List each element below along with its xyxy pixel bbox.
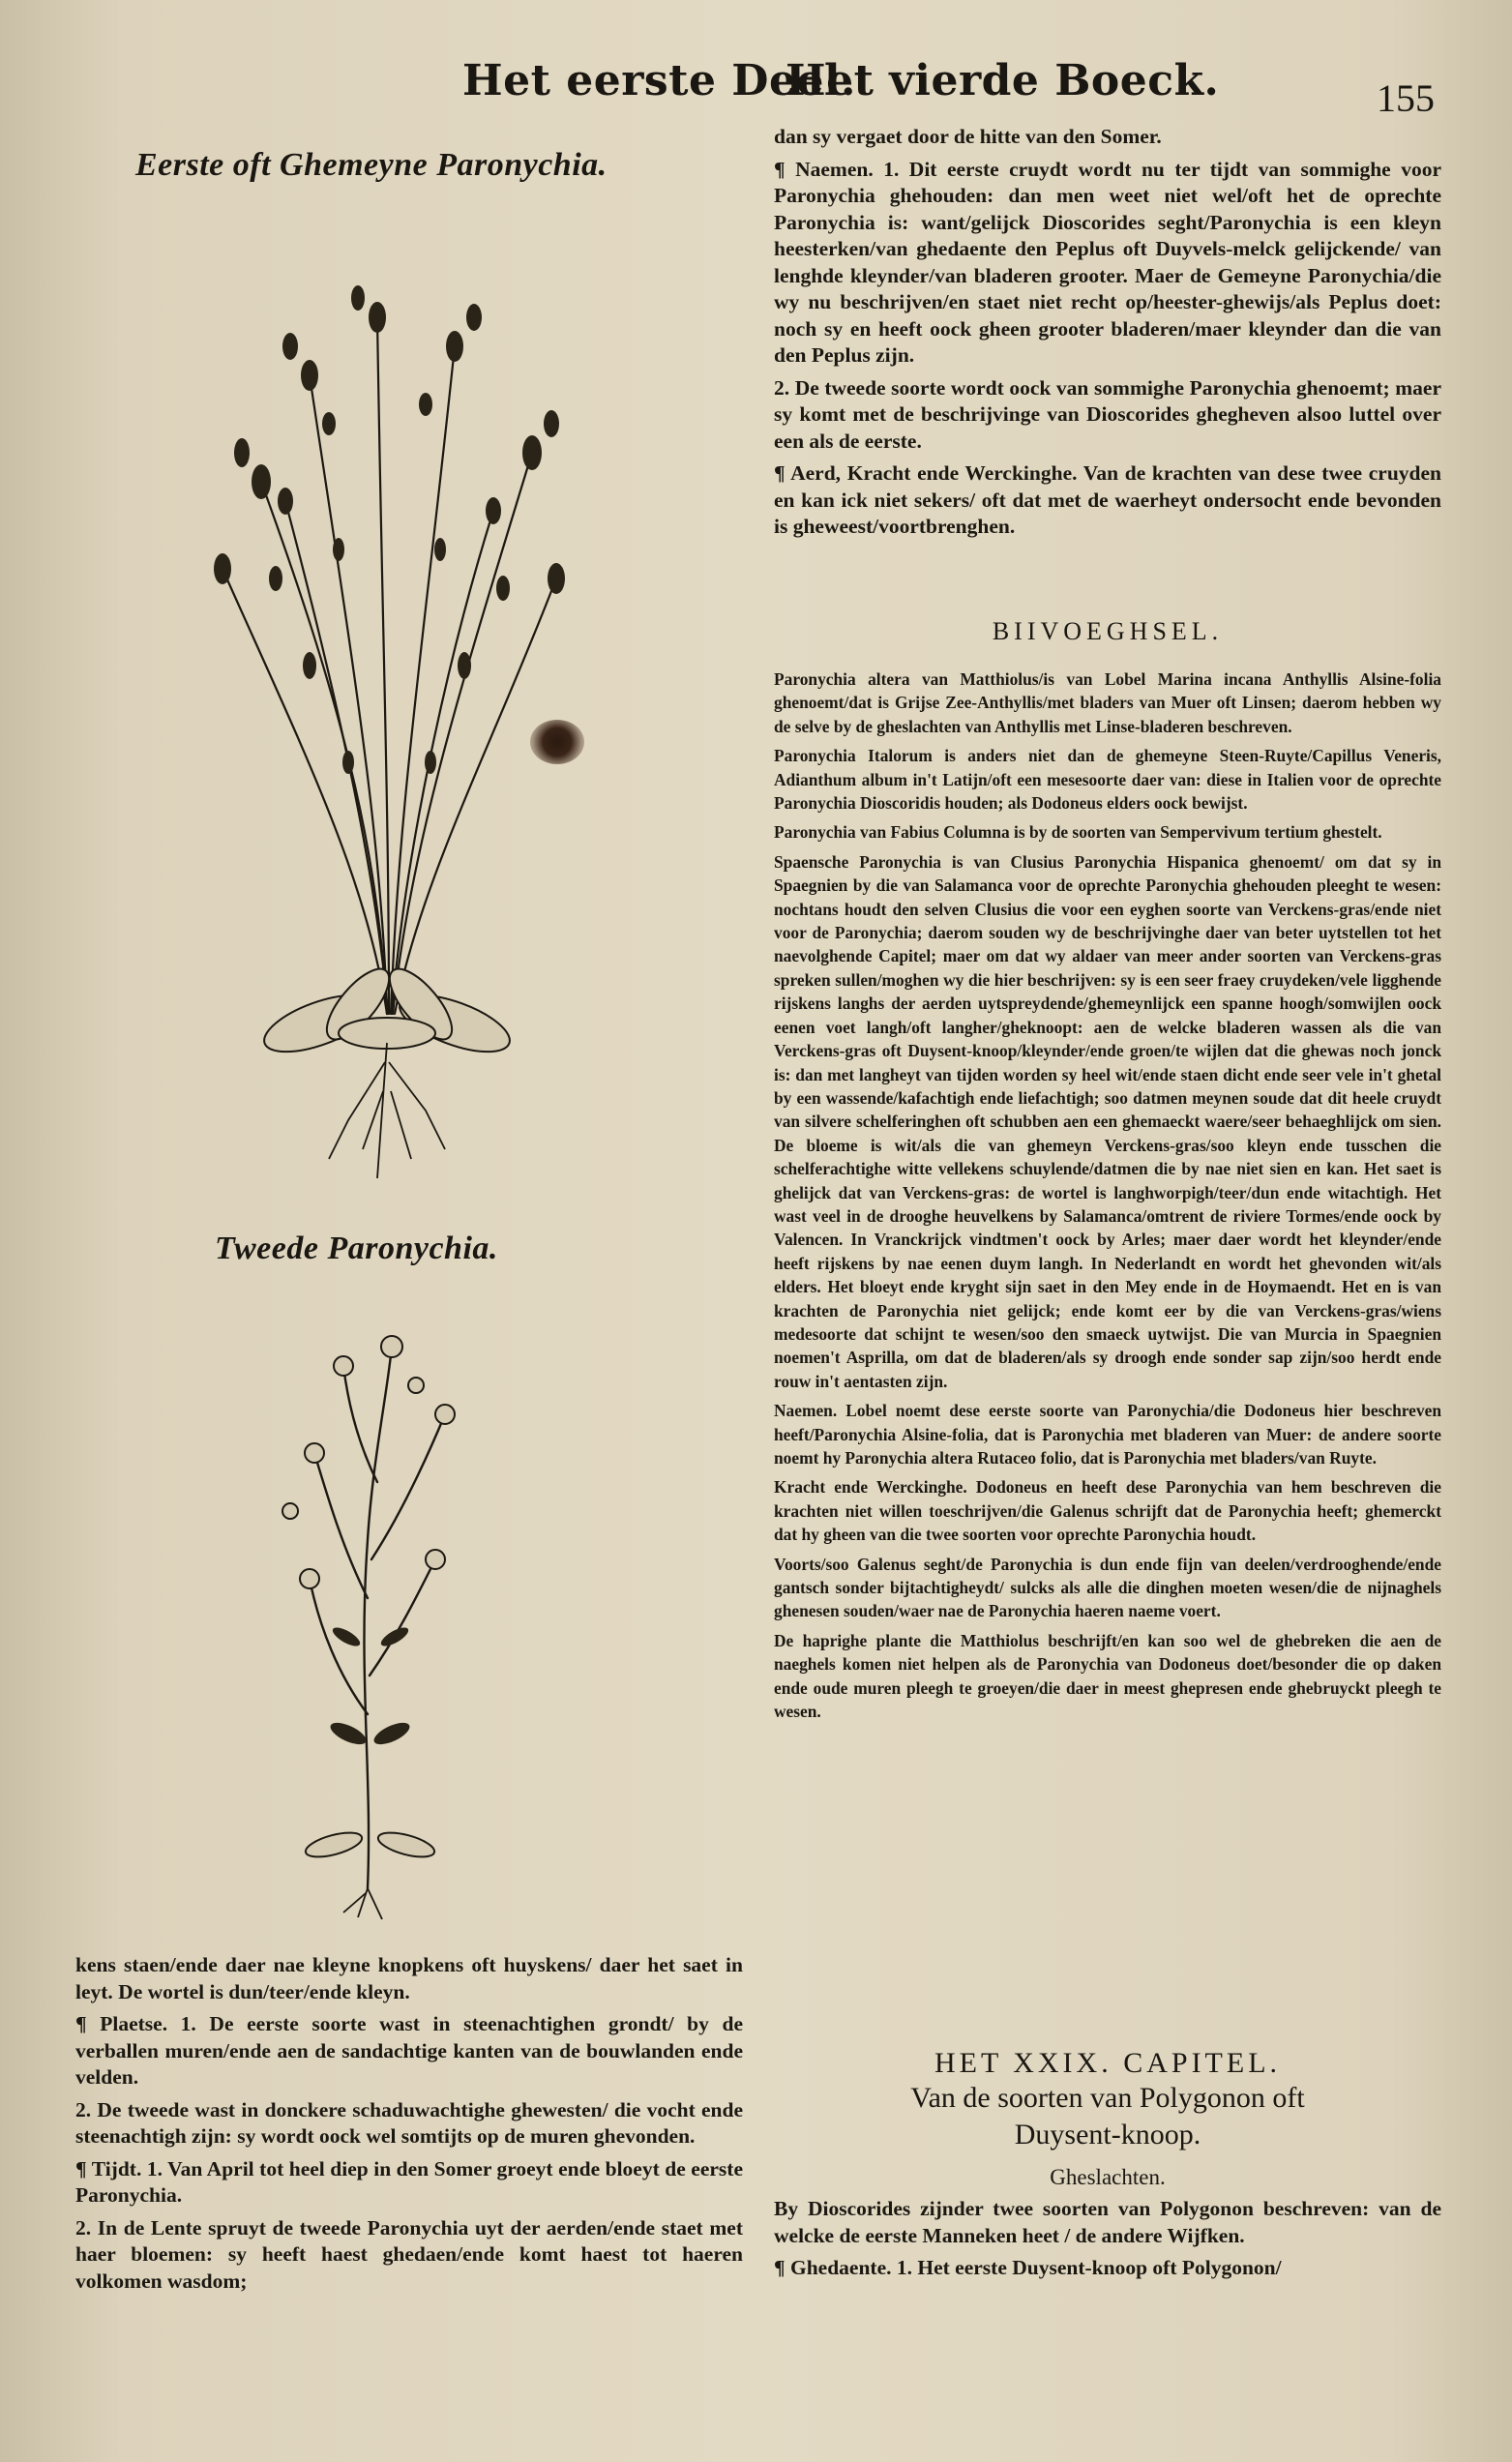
paragraph: kens staen/ende daer nae kleyne knopkens oft huyskens/ daer het saet in leyt. De wortel is dun/teer/ende kleyn.	[75, 1953, 743, 2003]
paragraph: ¶ Ghedaente. 1. Het eerste Duysent-knoop oft Polygonon/	[774, 2256, 1282, 2279]
paragraph: Paronychia Italorum is anders niet dan de ghemeyne Steen-Ruyte/Capillus Veneris, Adianthum album in't Latijn/oft een mesesoorte daer van: diese in Italien voor de oprechte Paronychia Dioscoridis houden; als Dodoneus elders oock bewijst.	[774, 746, 1441, 814]
paragraph: Voorts/soo Galenus seght/de Paronychia is dun ende fijn van deelen/verdrooghende/ende gantsch sonder bijtachtigheydt/ sulcks als alle die dinghen moeten wesen/die de nijnaghels ghenesen souden/waer nae de Paronychia haeren naeme voert.	[774, 1554, 1441, 1621]
stem	[377, 317, 389, 1014]
paragraph: Naemen. Lobel noemt dese eerste soorte van Paronychia/die Dodoneus hier beschreven heeft/Paronychia Alsine-folia, dat is Paronychia met bladeren van Muer: de andere soorte noemt hy Paronychia altera Rutaceo folio, dat is Paronychia met bladers/van Ruyte.	[774, 1401, 1441, 1468]
paronychia-second-illustration	[252, 1308, 493, 1927]
roots	[343, 1888, 382, 1919]
stem	[343, 1366, 377, 1482]
basal-leaves	[303, 1828, 436, 1862]
stem	[393, 453, 532, 1014]
paragraph: dan sy vergaet door de hitte van den Somer.	[774, 125, 1162, 148]
paragraph: ¶ Aerd, Kracht ende Werckinghe. Van de krachten van dese twee cruyden en kan ick niet sekers/ oft dat met de waerheyt ondersocht ende bevonden is gheweest/voortbrenghen.	[774, 461, 1441, 538]
chapter-number: HET XXIX. CAPITEL.	[934, 2047, 1282, 2079]
stem	[370, 1559, 435, 1676]
paragraph: 2. De tweede wast in donckere schaduwachtighe ghewesten/ die vocht ende steenachtigh zijn: sy wordt oock wel somtijts op de muren ghevonden.	[75, 2097, 743, 2148]
stem	[371, 1414, 445, 1559]
stem	[392, 511, 493, 1014]
running-head-right: Het vierde Boeck.	[786, 56, 1220, 105]
paragraph: 2. De tweede soorte wordt oock van sommighe Paronychia ghenoemt; maer sy komt met de beschrijvinge van Dioscorides ghegheven alsoo luttel over een als de eerste.	[774, 375, 1441, 453]
ink-stain	[530, 720, 584, 764]
stem	[310, 375, 387, 1014]
chapter-title-line2: Duysent-knoop.	[1014, 2119, 1201, 2151]
stem	[391, 346, 455, 1014]
first-figure-caption: Eerste oft Ghemeyne Paronychia.	[135, 147, 608, 183]
leaf-cluster	[214, 285, 565, 774]
paragraph: 2. In de Lente spruyt de tweede Paronychia uyt der aerden/ende staet met haer bloemen: sy heeft haest ghedaen/ende komt haest tot haeren volkomen wasdom;	[75, 2215, 743, 2293]
second-figure-caption: Tweede Paronychia.	[215, 1231, 498, 1266]
running-head-left: Het eerste Deel.	[462, 56, 856, 105]
chapter-title-line1: Van de soorten van Polygonon oft	[910, 2082, 1305, 2114]
stem	[310, 1579, 368, 1714]
roots	[329, 1043, 445, 1178]
stem	[364, 1347, 392, 1888]
paragraph: ¶ Tijdt. 1. Van April tot heel diep in den Somer groeyt ende bloeyt de eerste Paronychia.	[75, 2156, 743, 2207]
bijvoeghsel-text	[774, 667, 1441, 1729]
paragraph: By Dioscorides zijnder twee soorten van Polygonon beschreven: van de welcke de eerste Manneken heet / de andere Wijfken.	[774, 2197, 1441, 2247]
stem	[314, 1453, 368, 1598]
stem	[261, 482, 387, 1014]
paragraph: Kracht ende Werckinghe. Dodoneus en heeft dese Paronychia van hem beschreven die krachten niet willen toeschrijven/die Galenus schrijft dat de Paronychia heeft; ghemerckt dat hy gheen van die twee soorten voor oprechte Paronychia houdt.	[774, 1477, 1441, 1545]
paragraph: Paronychia altera van Matthiolus/is van Lobel Marina incana Anthyllis Alsine-folia ghenoemt/dat is Grijse Zee-Anthyllis/met bladers van Muer oft Linsen; daerom hebben wy de selve by de gheslachten van Anthyllis met Linse-bladeren beschreven.	[774, 669, 1441, 736]
leaves	[327, 1624, 412, 1749]
right-column-top-text	[774, 124, 1441, 547]
page-number: 155	[1377, 76, 1435, 120]
paragraph: Spaensche Paronychia is van Clusius Paronychia Hispanica ghenoemt/ om dat sy in Spaegnien by die van Salamanca voor de oprechte Paronychia ghehouden pleeght te wesen: nochtans houdt den selven Clusius die voor een eyghen soorte van Verckens-gras/ende niet voor de Paronychia; daerom souden wy de beschrijvinghe daer van beter uytstellen tot het naevolghende Capitel; maer om dat wy aldaer van meer ander soorten van Verckens-gras spreken sullen/moghen wy die hier beschrijven: sy is een seer fraey cruydeken/vele ligghende rijskens langhs der aerden uytspreydende/ghemeynlijck een spanne hoogh/somwijlen oock eenen voet langh/oft langher/gheknoopt: aen de welcke bladeren wassen als die van Verckens-gras oft Duysent-knoop/kleynder/ende groen/te wijlen dat die ghewas noch jonck is: dan met langheyt van tijden worden sy heel wit/ende staen dicht ende seer vele in't ghetal by een wassende/kafachtigh ende liefachtigh; soo datmen meynen soude dat dit heele cruydt van silvere schelferinghen oft schubben aen een ghemaeckt waere/seer behaeghlijck om sien. De bloeme is wit/als die van ghemeyn Verckens-gras/soo kleyn ende tusschen die schelferachtighe witte vellekens schuylende/datmen die by nae niet sien en kan. Het saet is ghelijck dat van Verckens-gras: de wortel is langhworpigh/teer/dun ende witachtigh. Het wast veel in de drooghe heuvelkens by Salamanca/omtrent de riviere Tormes/ende oock by Valencen. In Vranckrijck vindtmen't oock by Arles; maer daer wordt het kleynder/ende heeft rijskens by nae eenen duym langh. In Nederlandt en wordt het ghevonden wit/als elders. Het bloeyt ende kryght sijn saet in den Mey ende in de Hoymaendt. Het en is van krachten de Paronychia niet gelijck; ende komt eer by die van Verckens-gras/wiens medesoorte dat schijnt te wesen/soo den smaeck uytwijst. Die van Murcia in Spaegnien noemen't Asprilla, om dat de bladeren/als sy droogh ende sonder sap zijn/soo herdt ende rouw in't aentasten zijn.	[774, 851, 1441, 1391]
paragraph: De haprighe plante die Matthiolus beschrijft/en kan soo wel de ghebreken die aen de naeghels komen niet helpen als de Paronychia van Dodoneus doet/besonder die op daken ende oude muren pleegh te groeyen/die daer in meest ghepresen ende ghebruyckt pleegh te wesen.	[774, 1630, 1441, 1722]
chapter-text	[774, 2196, 1441, 2288]
stem	[285, 501, 388, 1014]
paragraph: ¶ Naemen. 1. Dit eerste cruydt wordt nu ter tijdt van sommighe voor Paronychia ghehouden: dan men weet niet wel/oft het de oprechte Paronychia is: want/gelijck Dioscorides seght/Paronychia is een kleyn heesterken/van ghedaente den Peplus oft Duyvels-melck gelijckende/ van lenghde kleynder/van bladeren grooter. Maer de Gemeyne Paronychia/die wy nu beschrijven/en staet niet recht op/heester-ghewijs/als Peplus doet: noch sy en heeft oock gheen grooter bladeren/maer kleynder dan die van den Peplus zijn.	[774, 157, 1441, 367]
left-column-text	[75, 1952, 743, 2300]
chapter-subtitle: Gheslachten.	[1050, 2165, 1166, 2189]
stem	[395, 578, 556, 1014]
paronychia-first-illustration	[184, 259, 590, 1188]
paragraph: ¶ Plaetse. 1. De eerste soorte wast in steenachtighen grondt/ by de verballen muren/ende aen de sandachtige kanten van de bouwlanden ende velden.	[75, 2012, 743, 2089]
paragraph: Paronychia van Fabius Columna is by de soorten van Sempervivum tertium ghestelt.	[774, 822, 1382, 843]
section-title: BIIVOEGHSEL.	[992, 617, 1224, 645]
stem	[222, 569, 387, 1014]
